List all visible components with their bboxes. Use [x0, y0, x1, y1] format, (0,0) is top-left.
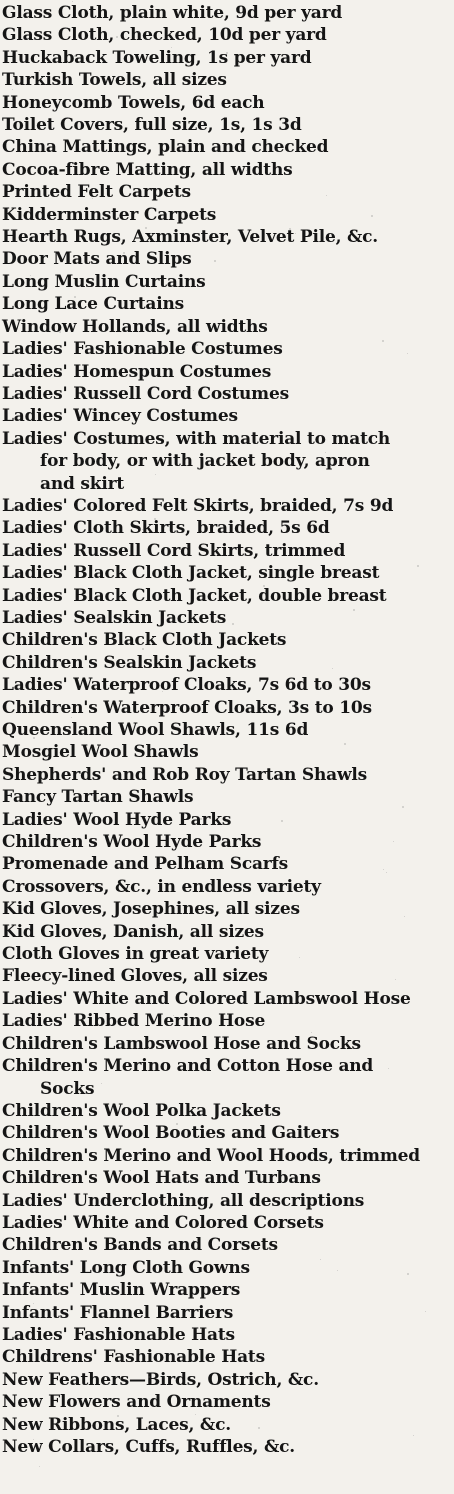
- paper-speck: [289, 228, 291, 230]
- list-item: Ladies' Ribbed Merino Hose: [2, 1011, 266, 1032]
- paper-speck: [92, 198, 93, 199]
- list-item: New Collars, Cuffs, Ruffles, &c.: [2, 1437, 296, 1457]
- paper-speck: [158, 866, 159, 867]
- list-item: Window Hollands, all widths: [2, 316, 268, 337]
- paper-speck: [123, 252, 125, 254]
- paper-speck: [232, 623, 234, 625]
- paper-speck: [311, 1032, 312, 1033]
- paper-speck: [37, 597, 39, 599]
- paper-speck: [22, 413, 23, 414]
- paper-speck: [33, 1303, 34, 1304]
- list-item: Long Muslin Curtains: [2, 271, 206, 292]
- paper-speck: [371, 215, 373, 217]
- paper-speck: [33, 1439, 34, 1440]
- list-item: Children's Wool Polka Jackets: [2, 1100, 281, 1121]
- paper-speck: [299, 957, 300, 958]
- paper-speck: [218, 1040, 219, 1041]
- paper-speck: [407, 353, 408, 354]
- paper-speck: [236, 412, 237, 413]
- list-item: Ladies' White and Colored Corsets: [2, 1212, 324, 1233]
- paper-speck: [173, 1015, 174, 1016]
- paper-speck: [279, 1227, 281, 1229]
- paper-speck: [332, 668, 333, 669]
- paper-speck: [28, 526, 29, 527]
- paper-speck: [171, 47, 172, 48]
- paper-speck: [413, 1435, 414, 1436]
- list-item: Infants' Muslin Wrappers: [2, 1280, 241, 1301]
- paper-speck: [162, 691, 163, 692]
- list-item: Shepherds' and Rob Roy Tartan Shawls: [2, 764, 368, 785]
- list-item: Ladies' White and Colored Lambswool Hose: [2, 988, 411, 1009]
- paper-speck: [402, 806, 404, 808]
- list-item: Printed Felt Carpets: [2, 182, 191, 203]
- paper-speck: [425, 1311, 426, 1312]
- list-item: Ladies' Homespun Costumes: [2, 361, 272, 382]
- paper-speck: [184, 814, 185, 815]
- list-item: Ladies' Black Cloth Jacket, single breast: [2, 563, 380, 584]
- paper-speck: [258, 1427, 260, 1429]
- paper-speck: [74, 55, 76, 57]
- list-item-continuation: [2, 1078, 450, 1100]
- paper-speck: [148, 1376, 150, 1378]
- paper-speck: [155, 474, 156, 475]
- list-item: Crossovers, &c., in endless variety: [2, 876, 321, 897]
- paper-speck: [142, 529, 143, 530]
- list-item: Ladies' Wool Hyde Parks: [2, 809, 232, 830]
- paper-speck: [388, 1068, 389, 1069]
- list-item-continuation: [2, 450, 450, 472]
- list-item: Childrens' Fashionable Hats: [2, 1347, 265, 1368]
- paper-speck: [59, 331, 61, 333]
- list-item: Queensland Wool Shawls, 11s 6d: [2, 720, 309, 740]
- list-item: Cloth Gloves in great variety: [2, 944, 269, 965]
- list-item: Glass Cloth, checked, 10d per yard: [2, 25, 327, 46]
- paper-speck: [176, 754, 177, 755]
- paper-speck: [9, 794, 10, 795]
- paper-speck: [407, 1273, 409, 1275]
- paper-speck: [72, 1, 73, 2]
- list-item: Ladies' Wincey Costumes: [2, 406, 238, 427]
- paper-speck: [195, 749, 196, 750]
- paper-speck: [116, 36, 118, 38]
- paper-speck: [395, 979, 396, 980]
- list-item: Children's Bands and Corsets: [2, 1235, 278, 1256]
- paper-speck: [154, 518, 156, 520]
- list-item: Glass Cloth, plain white, 9d per yard: [2, 3, 343, 23]
- list-item: Cocoa-fibre Matting, all widths: [2, 159, 293, 180]
- paper-speck: [46, 599, 48, 601]
- paper-speck: [382, 340, 384, 342]
- paper-speck: [325, 452, 326, 453]
- paper-speck: [287, 579, 289, 581]
- paper-speck: [71, 717, 72, 718]
- list-item: Infants' Flannel Barriers: [2, 1302, 234, 1323]
- list-item: Hearth Rugs, Axminster, Velvet Pile, &c.: [2, 227, 379, 248]
- paper-speck: [125, 1156, 126, 1157]
- list-item: Ladies' Waterproof Cloaks, 7s 6d to 30s: [2, 675, 371, 696]
- list-item: Kid Gloves, Danish, all sizes: [2, 921, 264, 942]
- list-item: Turkish Towels, all sizes: [2, 70, 227, 91]
- paper-speck: [337, 1270, 338, 1271]
- paper-speck: [195, 1414, 196, 1415]
- paper-speck: [30, 275, 31, 276]
- paper-speck: [386, 872, 387, 873]
- paper-speck: [246, 170, 247, 171]
- list-item: Children's Black Cloth Jackets: [2, 630, 287, 651]
- list-item-continuation: [2, 473, 450, 495]
- paper-speck: [138, 31, 140, 33]
- paper-speck: [404, 916, 405, 917]
- paper-speck: [281, 396, 283, 398]
- paper-speck: [74, 296, 76, 298]
- paper-speck: [417, 565, 419, 567]
- list-item: Door Mats and Slips: [2, 249, 192, 270]
- list-item: Ladies' Russell Cord Skirts, trimmed: [2, 540, 346, 561]
- paper-speck: [200, 818, 202, 820]
- paper-speck: [176, 1123, 178, 1125]
- list-item: Children's Sealskin Jackets: [2, 652, 257, 673]
- list-item: Ladies' Sealskin Jackets: [2, 607, 227, 628]
- paper-speck: [12, 89, 13, 90]
- paper-speck: [80, 973, 81, 974]
- continuation-text: and skirt: [40, 473, 124, 494]
- list-item: Kidderminster Carpets: [2, 204, 217, 225]
- paper-speck: [326, 195, 327, 196]
- list-item: Fleecy-lined Gloves, all sizes: [2, 966, 268, 987]
- list-item: Ladies' Fashionable Hats: [2, 1324, 235, 1345]
- paper-speck: [193, 390, 194, 391]
- paper-speck: [78, 509, 80, 511]
- continuation-text: Socks: [40, 1078, 95, 1099]
- paper-speck: [393, 841, 394, 842]
- list-item: Ladies' Costumes, with material to match: [2, 428, 391, 449]
- continuation-text: for body, or with jacket body, apron: [40, 451, 370, 472]
- list-item: China Mattings, plain and checked: [2, 137, 329, 158]
- list-item: Children's Merino and Cotton Hose and: [2, 1056, 374, 1077]
- paper-speck: [210, 613, 211, 614]
- paper-speck: [353, 609, 355, 611]
- item-list: [2, 2, 450, 1458]
- paper-speck: [281, 820, 283, 822]
- list-item: Ladies' Underclothing, all descriptions: [2, 1190, 365, 1211]
- paper-speck: [320, 1259, 321, 1260]
- list-item: Promenade and Pelham Scarfs: [2, 854, 289, 875]
- list-item: Ladies' Colored Felt Skirts, braided, 7s 9d: [2, 495, 394, 516]
- paper-speck: [33, 737, 35, 739]
- paper-speck: [196, 344, 198, 346]
- list-item: Ladies' Russell Cord Costumes: [2, 383, 289, 404]
- list-item: Children's Wool Hyde Parks: [2, 832, 262, 853]
- paper-speck: [101, 929, 102, 930]
- list-item: New Flowers and Ornaments: [2, 1392, 271, 1413]
- paper-speck: [398, 1003, 399, 1004]
- list-item: Ladies' Fashionable Costumes: [2, 339, 283, 360]
- list-item: New Feathers—Birds, Ostrich, &c.: [2, 1369, 319, 1390]
- paper-speck: [142, 648, 144, 650]
- paper-speck: [263, 585, 265, 587]
- list-item: Infants' Long Cloth Gowns: [2, 1257, 250, 1278]
- list-item: Huckaback Toweling, 1s per yard: [2, 47, 312, 68]
- paper-speck: [193, 1240, 194, 1241]
- paper-speck: [214, 260, 216, 262]
- paper-speck: [207, 349, 209, 351]
- list-item: Children's Waterproof Cloaks, 3s to 10s: [2, 697, 372, 718]
- list-item: Children's Lambswool Hose and Socks: [2, 1033, 361, 1054]
- list-item: Ladies' Black Cloth Jacket, double breast: [2, 585, 387, 606]
- paper-speck: [39, 70, 40, 71]
- list-item: Toilet Covers, full size, 1s, 1s 3d: [2, 115, 302, 136]
- list-item: Long Lace Curtains: [2, 294, 185, 315]
- paper-speck: [295, 233, 296, 234]
- paper-speck: [165, 799, 166, 800]
- list-item: Children's Merino and Wool Hoods, trimmed: [2, 1145, 420, 1166]
- list-item: Honeycomb Towels, 6d each: [2, 92, 265, 113]
- list-item: Fancy Tartan Shawls: [2, 787, 194, 808]
- paper-speck: [344, 743, 346, 745]
- list-item: Children's Wool Hats and Turbans: [2, 1168, 321, 1189]
- paper-speck: [39, 1466, 40, 1467]
- list-item: Mosgiel Wool Shawls: [2, 742, 199, 763]
- paper-speck: [101, 1083, 102, 1084]
- paper-speck: [117, 1415, 119, 1417]
- list-item: Ladies' Cloth Skirts, braided, 5s 6d: [2, 518, 330, 539]
- paper-speck: [145, 227, 147, 229]
- list-item: Children's Wool Booties and Gaiters: [2, 1123, 340, 1144]
- paper-speck: [12, 888, 13, 889]
- paper-speck: [130, 1170, 131, 1171]
- list-item: New Ribbons, Laces, &c.: [2, 1414, 231, 1435]
- paper-speck: [55, 1173, 56, 1174]
- list-item: Kid Gloves, Josephines, all sizes: [2, 899, 300, 920]
- paper-speck: [226, 52, 228, 54]
- paper-speck: [383, 869, 384, 870]
